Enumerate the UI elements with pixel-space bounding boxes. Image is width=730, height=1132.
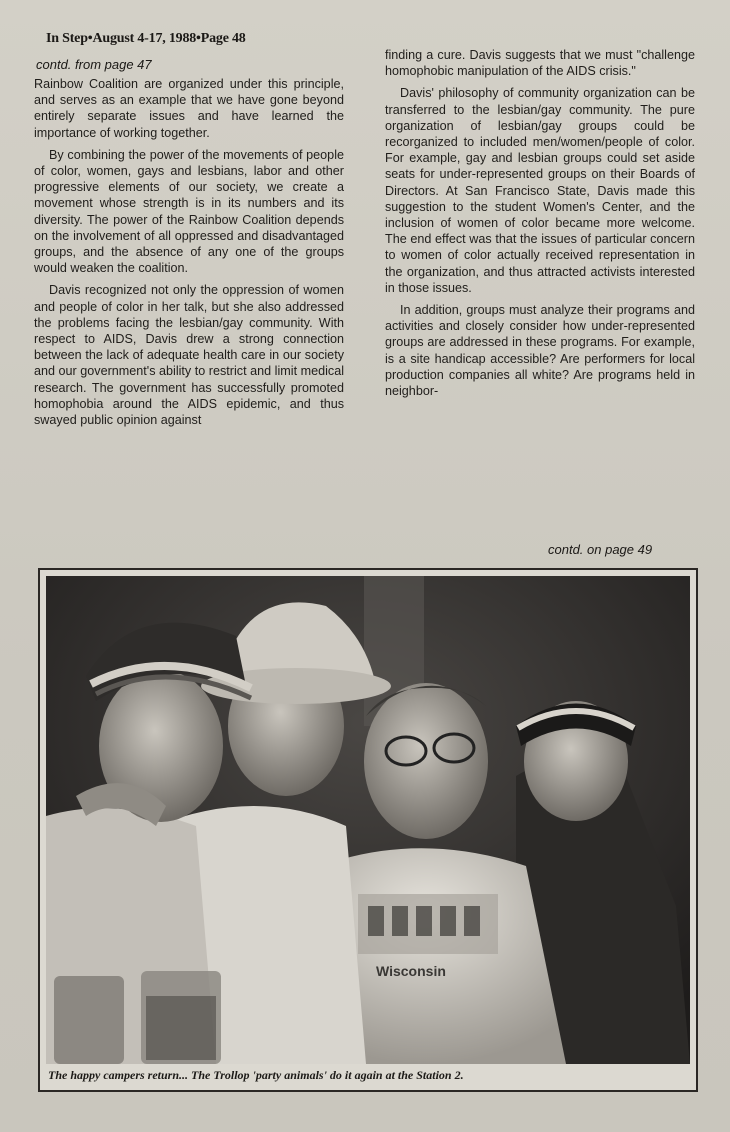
shirt-print: Wisconsin xyxy=(376,963,446,979)
paragraph: By combining the power of the movements of people of color, women, gays and lesbians, labor and other progressive elements of our society, we create a movement whose strength is in its numbers and its diversity. The power of the Rainbow Coalition depends on the involvement of all oppressed and disadvantaged groups, and the absence of any one of the groups would weaken the coalition. xyxy=(34,147,344,276)
dateline: In Step•August 4-17, 1988•Page 48 xyxy=(46,31,246,46)
paragraph: finding a cure. Davis suggests that we must "challenge homophobic manipulation of the AIDS crisis." xyxy=(385,48,695,79)
article-column-right xyxy=(385,47,695,405)
paragraph: Davis' philosophy of community organization can be transferred to the lesbian/gay community. The pure organization of lesbian/gay groups could be recorganized to included men/women/people of color. For example, gay and lesbian groups could set aside seats for under-represented groups on their Boards of Directors. At San Francisco State, Davis made this suggestion to the student Women's Center, and the inclusion of women of color became more welcome. The end effect was that the issues of particular concern to women of color actually received representation in the organization, and thus attracted activists interested in those issues. xyxy=(385,86,695,295)
continued-on-note: contd. on page 49 xyxy=(548,542,653,557)
article-column-left xyxy=(34,76,344,434)
paragraph: Rainbow Coalition are organized under this principle, and serves as an example that we have gone beyond entirely separate issues and have learned the importance of working together. xyxy=(34,77,344,140)
photo-illustration xyxy=(46,576,690,1064)
paragraph: In addition, groups must analyze their programs and activities and closely consider how under-represented groups are addressed in these programs. For example, is a site handicap accessible? Are performers for local production companies all white? Are programs held in neighbor- xyxy=(385,303,695,399)
group-photo xyxy=(46,576,690,1064)
photo-caption: The happy campers return... The Trollop 'party animals' do it again at the Station 2. xyxy=(48,1068,464,1082)
photo-frame xyxy=(38,568,698,1092)
paragraph: Davis recognized not only the oppression of women and people of color in her talk, but she also addressed the problems facing the lesbian/gay community. With respect to AIDS, Davis drew a strong connection between the lack of adequate health care in our society and our government's ability to restrict and limit medical research. The government has successfully promoted homophobia around the AIDS epidemic, and thus swayed public opinion against xyxy=(34,283,344,428)
continued-from-note: contd. from page 47 xyxy=(36,57,152,72)
